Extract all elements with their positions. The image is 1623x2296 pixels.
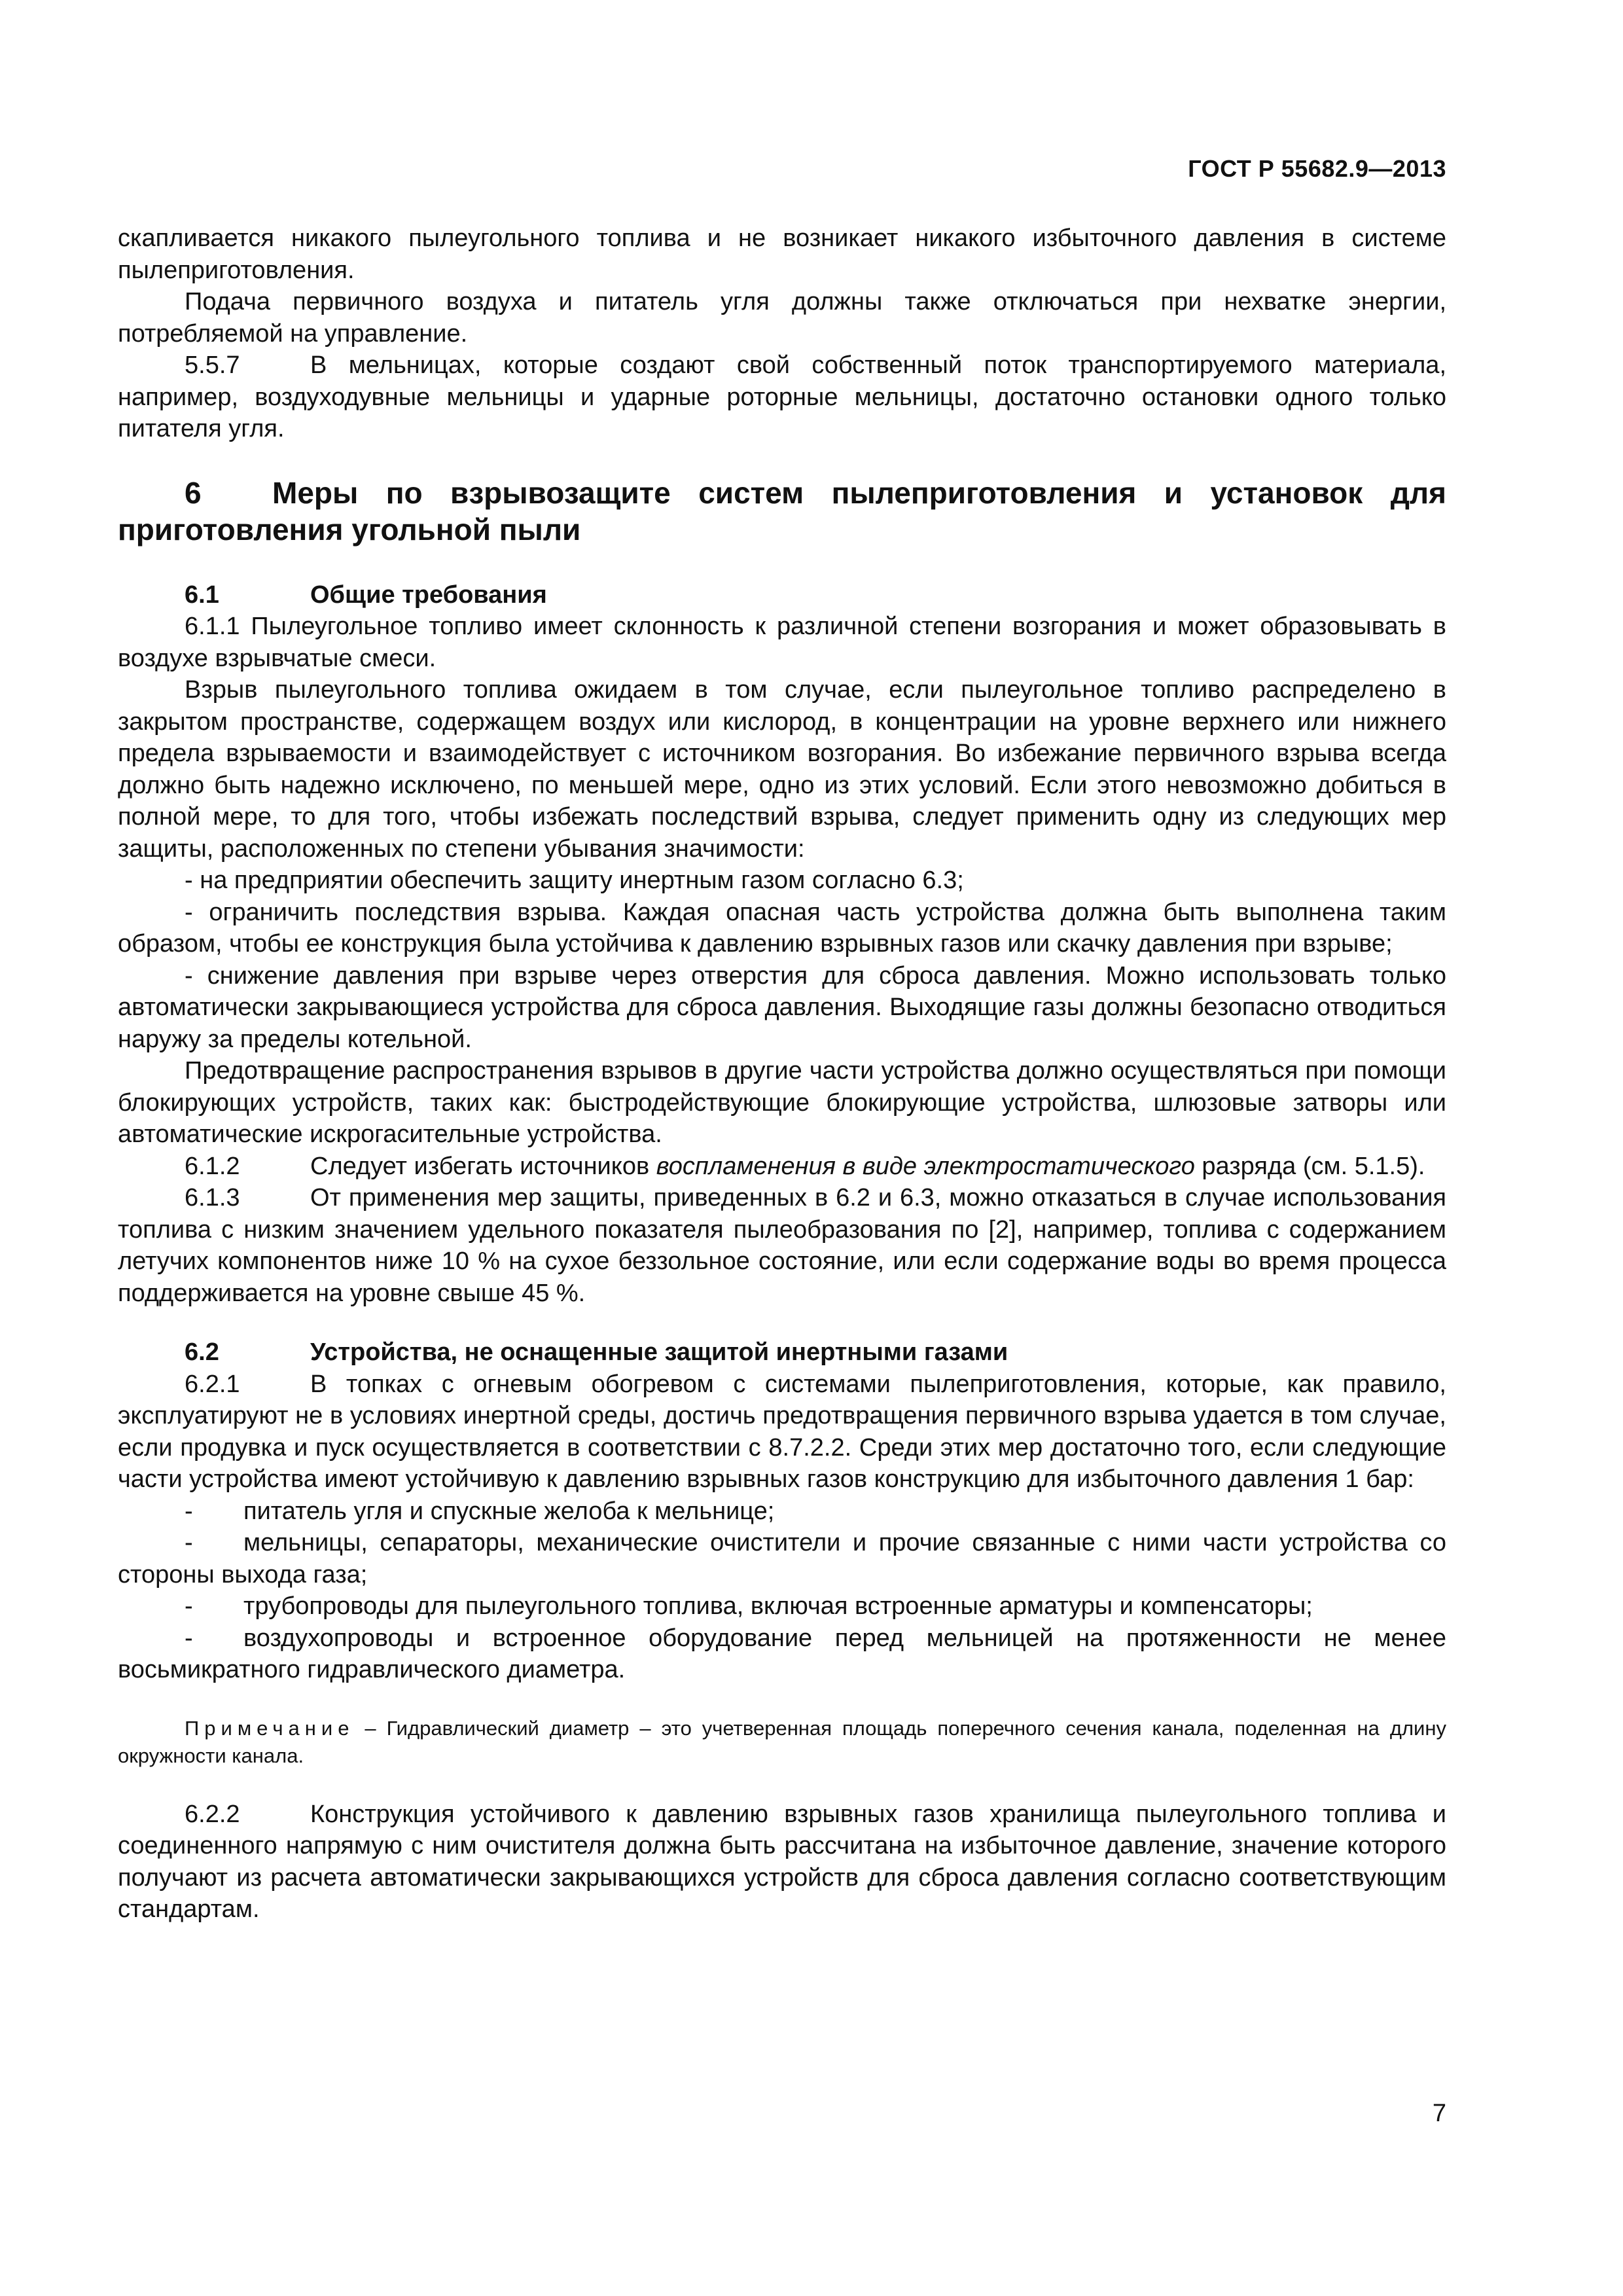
document-body bbox=[118, 223, 1446, 1926]
list-item: - на предприятии обеспечить защиту инертным газом согласно 6.3; bbox=[185, 867, 964, 894]
paragraph-6-1-1: 6.1.1 Пылеугольное топливо имеет склонность к различной степени возгорания и может образовывать в воздухе взрывчатые смеси. bbox=[118, 613, 1446, 672]
list-item-text: воздухопроводы и встроенное оборудование перед мельницей на протяженности не менее восьмикратного гидравлического диаметра. bbox=[118, 1624, 1446, 1683]
paragraph-6-1-3 bbox=[118, 1182, 1446, 1309]
subsection-number: 6.1 bbox=[185, 581, 219, 609]
clause-text: От применения мер защиты, приведенных в 6.2 и 6.3, можно отказаться в случае использования топлива с низким значением удельного показателя пылеобразования по [2], например, топлива с содержанием летучих компонентов ниже 10 % на сухое беззольное состояние, или если содержание воды во время процесса поддерживается на уровне свыше 45 %. bbox=[118, 1184, 1446, 1307]
clause-italic-text: воспламенения в виде электростатического bbox=[656, 1152, 1195, 1180]
paragraph-6-2-2 bbox=[118, 1799, 1446, 1926]
list-item: - снижение давления при взрыве через отверстия для сброса давления. Можно использовать только автоматически закрывающиеся устройства для сброса давления. Выходящие газы должны безопасно отводиться наружу за пределы котельной. bbox=[118, 961, 1446, 1053]
list-item-text: питатель угля и спускные желоба к мельнице; bbox=[243, 1497, 775, 1525]
paragraph-5-5-7 bbox=[118, 350, 1446, 445]
list-item bbox=[118, 1496, 1446, 1528]
document-code-header: ГОСТ Р 55682.9—2013 bbox=[1188, 155, 1446, 182]
section-number: 6 bbox=[185, 475, 202, 510]
clause-number: 6.1.2 bbox=[185, 1152, 240, 1180]
clause-text: разряда (см. 5.1.5). bbox=[1202, 1152, 1425, 1180]
list-dash: - bbox=[185, 1592, 193, 1620]
clause-text: В топках с огневым обогревом с системами пылеприготовления, которые, как правило, эксплуатируют не в условиях инертной среды, достичь предотвращения первичного взрыва удается в том случае, если продувка и пуск осуществляется в соответствии с 8.7.2.2. Среди этих мер достаточно того, если следующие части устройства имеют устойчивую к давлению взрывных газов конструкцию для избыточного давления 1 бар: bbox=[118, 1370, 1446, 1493]
list-item: - ограничить последствия взрыва. Каждая опасная часть устройства должна быть выполнена таким образом, чтобы ее конструкция была устойчива к давлению взрывных газов или скачку давления при взрыве; bbox=[118, 898, 1446, 958]
clause-text: Следует избегать источников bbox=[310, 1152, 650, 1180]
paragraph-6-1-2 bbox=[118, 1151, 1446, 1183]
subsection-title: Общие требования bbox=[310, 581, 547, 609]
section-title: Меры по взрывозащите систем пылеприготовления и установок для приготовления угольной пыли bbox=[118, 475, 1446, 547]
list-item bbox=[118, 1623, 1446, 1686]
clause-number: 6.2.2 bbox=[185, 1800, 240, 1828]
section-6-heading bbox=[118, 475, 1446, 548]
note-text: – Гидравлический диаметр – это учетверенная площадь поперечного сечения канала, поделенная на длину окружности канала. bbox=[118, 1716, 1446, 1767]
clause-number: 6.1.3 bbox=[185, 1184, 240, 1211]
list-dash: - bbox=[185, 1497, 193, 1525]
paragraph-continuation: скапливается никакого пылеугольного топлива и не возникает никакого избыточного давления в системе пылеприготовления. bbox=[118, 224, 1446, 284]
note-paragraph bbox=[118, 1715, 1446, 1770]
subsection-6-1-heading bbox=[118, 579, 1446, 611]
note-label: Примечание bbox=[185, 1716, 355, 1740]
list-dash: - bbox=[185, 1624, 193, 1652]
list-dash: - bbox=[185, 1529, 193, 1556]
paragraph-blocking-devices: Предотвращение распространения взрывов в другие части устройства должно осуществляться при помощи блокирующих устройств, таких как: быстродействующие блокирующие устройства, шлюзовые затворы или автоматические искрогасительные устройства. bbox=[118, 1057, 1446, 1148]
clause-text: Конструкция устойчивого к давлению взрывных газов хранилища пылеугольного топлива и соединенного напрямую с ним очистителя должна быть рассчитана на избыточное давление, значение которого получают из расчета автоматически закрывающихся устройств для сброса давления согласно соответствующим стандартам. bbox=[118, 1800, 1446, 1923]
clause-text: В мельницах, которые создают свой собственный поток транспортируемого материала, например, воздуходувные мельницы и ударные роторные мельницы, достаточно остановки одного только питателя угля. bbox=[118, 351, 1446, 442]
clause-number: 6.2.1 bbox=[185, 1370, 240, 1398]
paragraph-primary-air: Подача первичного воздуха и питатель угля должны также отключаться при нехватке энергии, потребляемой на управление. bbox=[118, 288, 1446, 348]
list-item bbox=[118, 1527, 1446, 1590]
subsection-title: Устройства, не оснащенные защитой инертными газами bbox=[310, 1338, 1008, 1366]
clause-number: 5.5.7 bbox=[185, 351, 240, 379]
paragraph-6-2-1 bbox=[118, 1369, 1446, 1496]
list-item-text: мельницы, сепараторы, механические очистители и прочие связанные с ними части устройства со стороны выхода газа; bbox=[118, 1529, 1446, 1588]
list-item bbox=[118, 1590, 1446, 1623]
subsection-number: 6.2 bbox=[185, 1338, 219, 1366]
list-item-text: трубопроводы для пылеугольного топлива, включая встроенные арматуры и компенсаторы; bbox=[243, 1592, 1313, 1620]
page-number: 7 bbox=[1432, 2100, 1446, 2127]
subsection-6-2-heading bbox=[118, 1336, 1446, 1369]
paragraph-explosion-conditions: Взрыв пылеугольного топлива ожидаем в том случае, если пылеугольное топливо распределено в закрытом пространстве, содержащем воздух или кислород, в концентрации на уровне верхнего или нижнего предела взрываемости и взаимодействует с источником возгорания. Во избежание первичного взрыва всегда должно быть надежно исключено, по меньшей мере, одно из этих условий. Если этого невозможно добиться в полной мере, то для того, чтобы избежать последствий взрыва, следует применить одну из следующих мер защиты, расположенных по степени убывания значимости: bbox=[118, 676, 1446, 863]
